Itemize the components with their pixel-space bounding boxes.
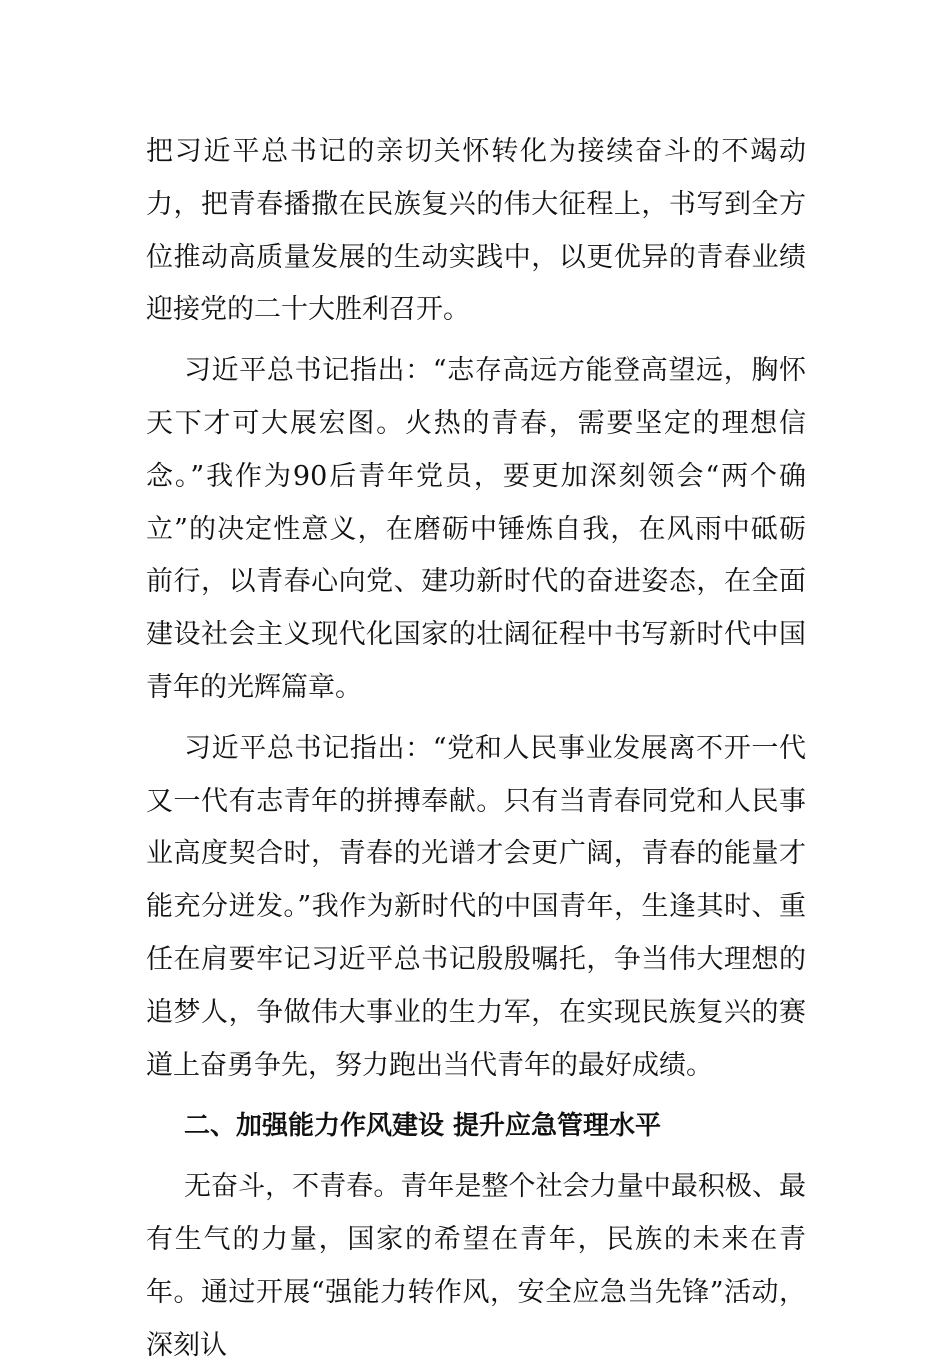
document-body — [146, 126, 806, 1372]
paragraph-struggle: 无奋斗，不青春。青年是整个社会力量中最积极、最有生气的力量，国家的希望在青年，民族的未来在青年。通过开展“强能力转作风，安全应急当先锋”活动，深刻认 — [146, 1171, 806, 1361]
paragraph-quote-youth-dedication: 习近平总书记指出：“党和人民事业发展离不开一代又一代有志青年的拼搏奉献。只有当青春同党和人民事业高度契合时，青春的光谱才会更广阔，青春的能量才能充分迸发。”我作为新时代的中国青年，生逢其时、重任在肩要牢记习近平总书记殷殷嘱托，争当伟大理想的追梦人，争做伟大事业的生力军，在实现民族复兴的赛道上奋勇争先，努力跑出当代青年的最好成绩。 — [146, 732, 806, 1081]
paragraph-continuation: 把习近平总书记的亲切关怀转化为接续奋斗的不竭动力，把青春播撒在民族复兴的伟大征程上，书写到全方位推动高质量发展的生动实践中，以更优异的青春业绩迎接党的二十大胜利召开。 — [146, 136, 806, 326]
section-heading: 二、加强能力作风建设 提升应急管理水平 — [184, 1111, 662, 1142]
paragraph-quote-ideals: 习近平总书记指出：“志存高远方能登高望远，胸怀天下才可大展宏图。火热的青春，需要坚定的理想信念。”我作为90后青年党员，要更加深刻领会“两个确立”的决定性意义，在磨砺中锤炼自我，在风雨中砥砺前行，以青春心向党、建功新时代的奋进姿态，在全面建设社会主义现代化国家的壮阔征程中书写新时代中国青年的光辉篇章。 — [146, 355, 806, 703]
